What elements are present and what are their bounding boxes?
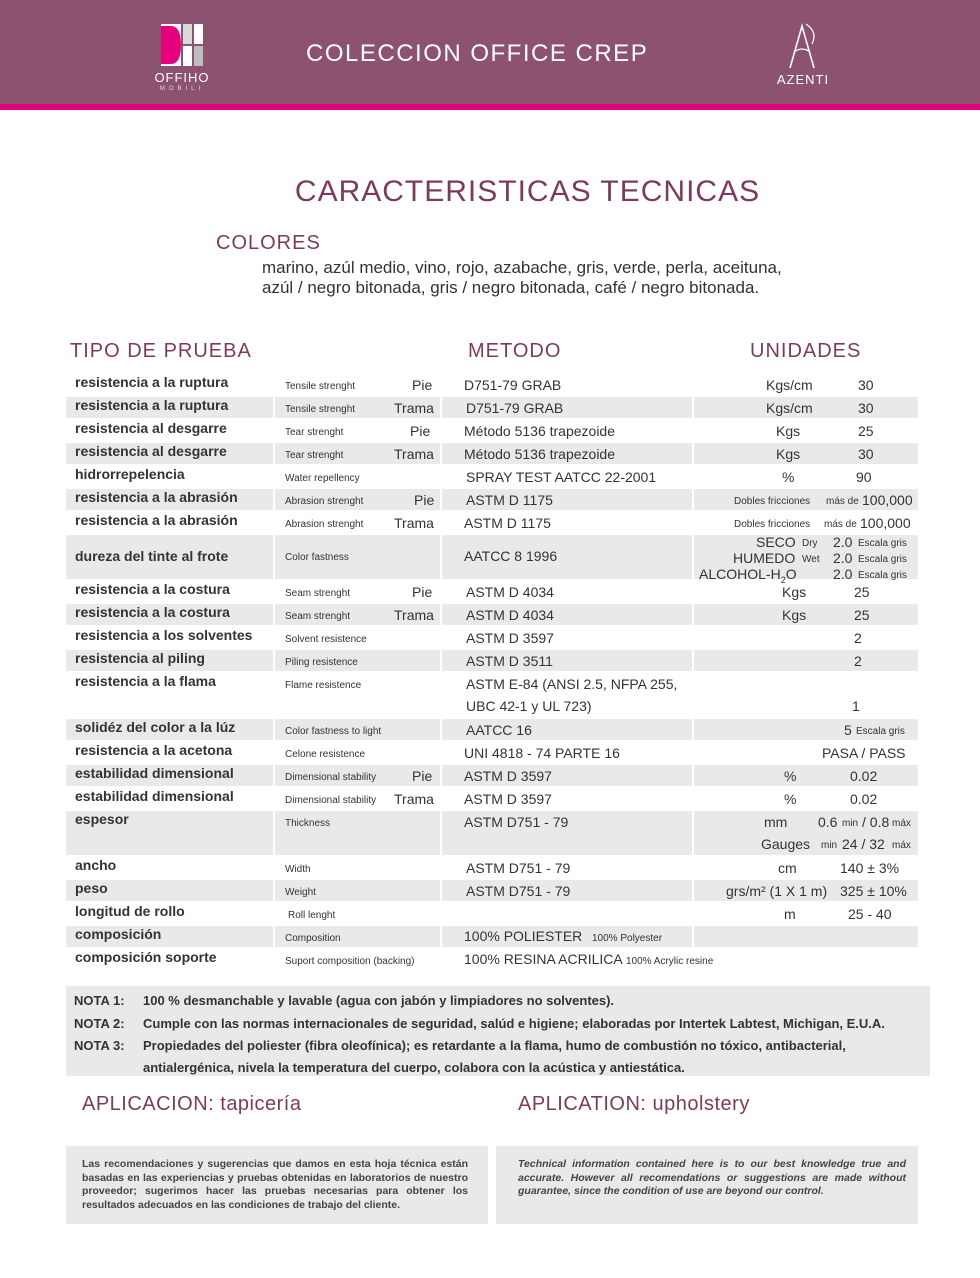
table-row bbox=[66, 397, 918, 420]
column-divider bbox=[273, 903, 275, 924]
value-scale: Escala gris bbox=[856, 726, 905, 737]
note-text: 100 % desmanchable y lavable (agua con jabón y limpiadores no solventes). bbox=[143, 993, 615, 1008]
column-divider bbox=[273, 857, 275, 878]
unit: Kgs bbox=[782, 607, 807, 623]
method: ASTM D751 - 79 bbox=[464, 814, 569, 830]
column-divider bbox=[692, 811, 694, 855]
column-divider bbox=[692, 443, 694, 464]
column-divider bbox=[692, 420, 694, 441]
column-divider bbox=[692, 650, 694, 671]
method: 100% RESINA ACRILICA bbox=[464, 951, 623, 967]
column-divider bbox=[440, 466, 442, 487]
dry-value: 2.0 bbox=[833, 534, 853, 550]
table-row bbox=[66, 512, 918, 535]
column-divider bbox=[440, 880, 442, 901]
column-divider bbox=[440, 811, 442, 855]
thickness-min-label: min bbox=[842, 818, 859, 829]
column-header-tipo: TIPO DE PRUEBA bbox=[70, 340, 252, 362]
value-qualifier: más de bbox=[824, 519, 857, 530]
column-divider bbox=[440, 903, 442, 924]
thickness-unit-mm: mm bbox=[764, 814, 788, 830]
test-name: solidéz del color a la lúz bbox=[75, 719, 236, 735]
method: AATCC 16 bbox=[466, 722, 532, 738]
test-name: peso bbox=[75, 880, 108, 896]
value: 25 bbox=[854, 607, 870, 623]
direction: Pie bbox=[412, 377, 433, 393]
disclaimer-spanish-box bbox=[66, 1146, 488, 1224]
test-name: resistencia a la abrasión bbox=[75, 489, 238, 505]
test-name-english: Tensile strenght bbox=[285, 404, 356, 415]
test-name-english: Tear strenght bbox=[285, 450, 344, 461]
thickness-max-mm: / 0.8 bbox=[862, 814, 890, 830]
offiho-logo[interactable] bbox=[150, 24, 214, 100]
value-qualifier: más de bbox=[826, 496, 859, 507]
test-name: composición bbox=[75, 926, 162, 942]
offiho-tagline: MOBILI bbox=[159, 86, 205, 92]
test-name-english: Roll lenght bbox=[288, 910, 336, 921]
test-name-english: Solvent resistence bbox=[285, 634, 367, 645]
column-divider bbox=[273, 489, 275, 510]
test-name: longitud de rollo bbox=[75, 903, 185, 919]
method: ASTM D 3597 bbox=[466, 630, 554, 646]
column-divider bbox=[692, 742, 694, 763]
method: ASTM D 3597 bbox=[464, 791, 552, 807]
table-row bbox=[66, 742, 918, 765]
test-name-english: Piling resistence bbox=[285, 657, 358, 668]
table-row bbox=[66, 857, 918, 880]
column-divider bbox=[692, 489, 694, 510]
test-name: estabilidad dimensional bbox=[75, 788, 234, 804]
unit: Kgs/cm bbox=[766, 400, 813, 416]
alcohol-scale: Escala gris bbox=[858, 570, 907, 581]
test-name: dureza del tinte al frote bbox=[75, 548, 229, 564]
table-row bbox=[66, 788, 918, 811]
wet-scale: Escala gris bbox=[858, 554, 907, 565]
value: 1 bbox=[852, 698, 860, 714]
test-name-english: Tensile strenght bbox=[285, 381, 356, 392]
table-row bbox=[66, 880, 918, 903]
unit: Dobles fricciones bbox=[734, 496, 811, 507]
disclaimer-english-box bbox=[496, 1146, 918, 1224]
column-divider bbox=[273, 443, 275, 464]
column-divider bbox=[273, 535, 275, 579]
unit: m bbox=[784, 906, 796, 922]
value: 25 bbox=[858, 423, 874, 439]
column-divider bbox=[440, 926, 442, 947]
column-divider bbox=[692, 627, 694, 648]
column-header-metodo: METODO bbox=[468, 340, 562, 362]
test-name-english: Seam strenght bbox=[285, 611, 351, 622]
table-row bbox=[66, 604, 918, 627]
test-name: resistencia a la acetona bbox=[75, 742, 233, 758]
gauges-values: 24 / 32 bbox=[842, 836, 885, 852]
value: 25 bbox=[854, 584, 870, 600]
unit: Kgs bbox=[776, 446, 801, 462]
table-row bbox=[66, 581, 918, 604]
column-divider bbox=[440, 949, 442, 970]
column-divider bbox=[273, 604, 275, 625]
note-text: Cumple con las normas internacionales de seguridad, salúd e higiene; elaboradas por Intertek Labtest, Michigan, E.U.A. bbox=[143, 1016, 885, 1031]
unit: grs/m² (1 X 1 m) bbox=[726, 883, 828, 899]
disclaimer-english: Technical information contained here is to our best knowledge true and accurate. However all recomendations or suggestions are made without guarantee, since the condition of use are beyond our control. bbox=[518, 1158, 906, 1197]
note-label: NOTA 3: bbox=[74, 1038, 125, 1053]
column-divider bbox=[273, 765, 275, 786]
note-1 bbox=[74, 993, 614, 1008]
test-name-english: Flame resistence bbox=[285, 680, 362, 691]
method: SPRAY TEST AATCC 22-2001 bbox=[466, 469, 657, 485]
test-name-english: Thickness bbox=[285, 818, 331, 829]
gauges-max-label: máx bbox=[892, 840, 911, 851]
value: 2 bbox=[854, 630, 862, 646]
method: ASTM D 4034 bbox=[466, 584, 554, 600]
value: 30 bbox=[858, 377, 874, 393]
page-title: CARACTERISTICAS TECNICAS bbox=[294, 175, 761, 208]
offiho-wordmark: OFFIHO bbox=[154, 70, 210, 85]
application-spanish: APLICACION: tapicería bbox=[82, 1093, 302, 1115]
column-divider bbox=[692, 880, 694, 901]
table-row bbox=[66, 374, 918, 397]
alcohol-label: ALCOHOL-$H_2O$ bbox=[699, 566, 797, 585]
method: ASTM D751 - 79 bbox=[466, 883, 571, 899]
column-divider bbox=[692, 903, 694, 924]
colors-list bbox=[262, 258, 862, 298]
column-divider bbox=[440, 604, 442, 625]
unit: Kgs/cm bbox=[766, 377, 813, 393]
column-divider bbox=[692, 788, 694, 809]
test-name: resistencia a la ruptura bbox=[75, 397, 229, 413]
note-label: NOTA 1: bbox=[74, 993, 125, 1008]
direction: Pie bbox=[412, 584, 433, 600]
direction: Pie bbox=[412, 768, 433, 784]
azenti-logo-icon bbox=[784, 22, 820, 70]
table-row bbox=[66, 811, 918, 857]
column-divider bbox=[440, 535, 442, 579]
test-name-english: Abrasion strenght bbox=[285, 496, 364, 507]
test-name-english: Celone resistence bbox=[285, 749, 366, 760]
column-divider bbox=[692, 535, 694, 579]
application-english: APLICATION: upholstery bbox=[518, 1093, 750, 1115]
column-divider bbox=[440, 650, 442, 671]
test-name-english: Dimensional stability bbox=[285, 795, 377, 806]
method: Método 5136 trapezoide bbox=[464, 423, 615, 439]
test-name-english: Tear strenght bbox=[285, 427, 344, 438]
column-divider bbox=[692, 374, 694, 395]
direction: Pie bbox=[410, 423, 431, 439]
note-label: NOTA 2: bbox=[74, 1016, 125, 1031]
test-name: resistencia al piling bbox=[75, 650, 205, 666]
test-name: composición soporte bbox=[75, 949, 217, 965]
column-divider bbox=[273, 650, 275, 671]
table-row bbox=[66, 420, 918, 443]
method: ASTM D 1175 bbox=[464, 515, 551, 531]
note-text: Propiedades del poliester (fibra oleofínica); es retardante a la flama, humo de combustión no tóxico, antibacterial, bbox=[143, 1038, 846, 1053]
column-divider bbox=[273, 512, 275, 533]
note-2 bbox=[74, 1016, 885, 1031]
table-row bbox=[66, 627, 918, 650]
table-row bbox=[66, 926, 918, 949]
column-divider bbox=[273, 788, 275, 809]
direction: Trama bbox=[394, 400, 434, 416]
table-row bbox=[66, 650, 918, 673]
unit: Kgs bbox=[782, 584, 807, 600]
method: Método 5136 trapezoide bbox=[464, 446, 615, 462]
method: D751-79 GRAB bbox=[464, 377, 562, 393]
azenti-logo[interactable] bbox=[768, 22, 838, 102]
notes-box bbox=[66, 986, 930, 1076]
column-divider bbox=[440, 581, 442, 602]
column-divider bbox=[692, 466, 694, 487]
unit: Dobles fricciones bbox=[734, 519, 811, 530]
column-divider bbox=[273, 627, 275, 648]
test-name-english: Dimensional stability bbox=[285, 772, 377, 783]
column-divider bbox=[440, 857, 442, 878]
column-divider bbox=[440, 788, 442, 809]
column-divider bbox=[692, 765, 694, 786]
offiho-logo-icon bbox=[161, 24, 203, 66]
method: ASTM D 3597 bbox=[464, 768, 552, 784]
value: 325 ± 10% bbox=[840, 883, 907, 899]
test-name-english: Width bbox=[285, 864, 311, 875]
value: 140 ± 3% bbox=[840, 860, 900, 876]
test-name: resistencia a la ruptura bbox=[75, 374, 229, 390]
thickness-max-label: máx bbox=[892, 818, 911, 829]
method: ASTM D 4034 bbox=[466, 607, 554, 623]
column-divider bbox=[273, 719, 275, 740]
unit: cm bbox=[778, 860, 797, 876]
test-name-english: Weight bbox=[285, 887, 316, 898]
value: 2 bbox=[854, 653, 862, 669]
table-row bbox=[66, 466, 918, 489]
value: 25 - 40 bbox=[848, 906, 892, 922]
column-divider bbox=[692, 673, 694, 717]
table-row bbox=[66, 949, 918, 972]
table-row bbox=[66, 443, 918, 466]
column-divider bbox=[692, 719, 694, 740]
thickness-unit-gauges: Gauges bbox=[761, 836, 811, 852]
test-name: hidrorrepelencia bbox=[75, 466, 185, 482]
wet-label-english: Wet bbox=[802, 554, 820, 565]
value: 100,000 bbox=[860, 515, 911, 531]
collection-title: COLECCION OFFICE CREP bbox=[306, 40, 649, 67]
test-name-english: Abrasion strenght bbox=[285, 519, 364, 530]
colors-line-2: azúl / negro bitonada, gris / negro bitonada, café / negro bitonada. bbox=[262, 278, 760, 297]
test-name: resistencia a la abrasión bbox=[75, 512, 238, 528]
test-name: resistencia a la costura bbox=[75, 604, 230, 620]
test-name-english: Composition bbox=[285, 933, 341, 944]
method: AATCC 8 1996 bbox=[464, 548, 558, 564]
wet-value: 2.0 bbox=[833, 550, 853, 566]
column-divider bbox=[440, 742, 442, 763]
column-divider bbox=[440, 443, 442, 464]
test-name-english: Suport composition (backing) bbox=[285, 956, 415, 967]
value: 0.02 bbox=[850, 768, 878, 784]
table-row bbox=[66, 719, 918, 742]
test-name: estabilidad dimensional bbox=[75, 765, 234, 781]
column-divider bbox=[273, 742, 275, 763]
direction: Trama bbox=[394, 446, 434, 462]
value: 30 bbox=[858, 400, 874, 416]
column-divider bbox=[273, 673, 275, 717]
wet-label: HUMEDO bbox=[733, 550, 796, 566]
note-text: antialergénica, nivela la temperatura del cuerpo, colabora con la acústica y antiestática. bbox=[143, 1060, 685, 1075]
test-name: resistencia al desgarre bbox=[75, 420, 227, 436]
column-divider bbox=[273, 466, 275, 487]
value: 90 bbox=[856, 469, 872, 485]
column-divider bbox=[273, 420, 275, 441]
column-divider bbox=[273, 374, 275, 395]
alcohol-value: 2.0 bbox=[833, 566, 853, 582]
test-name: resistencia a la flama bbox=[75, 673, 216, 689]
note-3 bbox=[74, 1038, 846, 1053]
column-divider bbox=[273, 949, 275, 970]
method-english: 100% Acrylic resine bbox=[626, 956, 714, 967]
column-divider bbox=[440, 719, 442, 740]
column-divider bbox=[692, 857, 694, 878]
column-divider bbox=[273, 397, 275, 418]
azenti-wordmark: AZENTI bbox=[776, 72, 830, 87]
colors-heading: COLORES bbox=[216, 232, 321, 254]
column-divider bbox=[273, 880, 275, 901]
thickness-min-mm: 0.6 bbox=[818, 814, 838, 830]
column-divider bbox=[440, 765, 442, 786]
unit: % bbox=[784, 768, 797, 784]
test-name: espesor bbox=[75, 811, 129, 827]
direction: Trama bbox=[394, 607, 434, 623]
column-header-unidades: UNIDADES bbox=[750, 340, 862, 362]
column-divider bbox=[440, 627, 442, 648]
value: 5 bbox=[844, 722, 852, 738]
value: 30 bbox=[858, 446, 874, 462]
test-name: resistencia al desgarre bbox=[75, 443, 227, 459]
note-3-continued bbox=[74, 1060, 685, 1075]
header-band bbox=[0, 0, 980, 104]
table-row bbox=[66, 673, 918, 719]
column-divider bbox=[440, 397, 442, 418]
test-name: resistencia a la costura bbox=[75, 581, 230, 597]
direction: Trama bbox=[394, 515, 434, 531]
disclaimer-spanish: Las recomendaciones y sugerencias que damos en esta hoja técnica están basadas en las experiencias y pruebas obtenidas en laboratorios de nuestro proveedor; sugerimos hacer las pruebas necesarias para obtener los resultados adecuados en las condiciones de trabajo del cliente. bbox=[82, 1158, 468, 1211]
direction: Trama bbox=[394, 791, 434, 807]
direction: Pie bbox=[414, 492, 435, 508]
column-divider bbox=[440, 512, 442, 533]
specs-table bbox=[66, 374, 918, 972]
unit: % bbox=[784, 791, 797, 807]
method: ASTM E-84 (ANSI 2.5, NFPA 255, bbox=[466, 676, 678, 692]
column-divider bbox=[692, 397, 694, 418]
test-name-english: Seam strenght bbox=[285, 588, 351, 599]
test-name-english: Color fastness to light bbox=[285, 726, 382, 737]
column-divider bbox=[440, 673, 442, 717]
column-divider bbox=[440, 489, 442, 510]
unit: % bbox=[782, 469, 795, 485]
column-divider bbox=[273, 811, 275, 855]
gauges-min-label: min bbox=[821, 840, 838, 851]
column-divider bbox=[692, 512, 694, 533]
value: 100,000 bbox=[862, 492, 913, 508]
method: 100% POLIESTER bbox=[464, 928, 583, 944]
table-row bbox=[66, 534, 918, 585]
method-english: 100% Polyester bbox=[592, 933, 663, 944]
method-continued: UBC 42-1 y UL 723) bbox=[466, 698, 592, 714]
colors-line-1: marino, azúl medio, vino, rojo, azabache, gris, verde, perla, aceituna, bbox=[262, 258, 782, 277]
table-row bbox=[66, 765, 918, 788]
dry-label: SECO bbox=[756, 534, 796, 550]
test-name: ancho bbox=[75, 857, 117, 873]
table-row bbox=[66, 903, 918, 926]
method: UNI 4818 - 74 PARTE 16 bbox=[464, 745, 620, 761]
method: ASTM D751 - 79 bbox=[466, 860, 571, 876]
column-divider bbox=[692, 926, 694, 947]
method: ASTM D 3511 bbox=[466, 653, 553, 669]
column-divider bbox=[440, 420, 442, 441]
method: D751-79 GRAB bbox=[466, 400, 564, 416]
column-divider bbox=[440, 374, 442, 395]
test-name-english: Color fastness bbox=[285, 552, 349, 563]
column-divider bbox=[692, 604, 694, 625]
dry-scale: Escala gris bbox=[858, 538, 907, 549]
column-divider bbox=[273, 581, 275, 602]
test-name: resistencia a los solventes bbox=[75, 627, 253, 643]
dry-label-english: Dry bbox=[802, 538, 818, 549]
value: 0.02 bbox=[850, 791, 878, 807]
table-row bbox=[66, 489, 918, 512]
test-name-english: Water repellency bbox=[285, 473, 360, 484]
method: ASTM D 1175 bbox=[466, 492, 553, 508]
value: PASA / PASS bbox=[822, 745, 906, 761]
unit: Kgs bbox=[776, 423, 801, 439]
column-divider bbox=[273, 926, 275, 947]
header-accent-stripe bbox=[0, 104, 980, 110]
column-divider bbox=[692, 581, 694, 602]
